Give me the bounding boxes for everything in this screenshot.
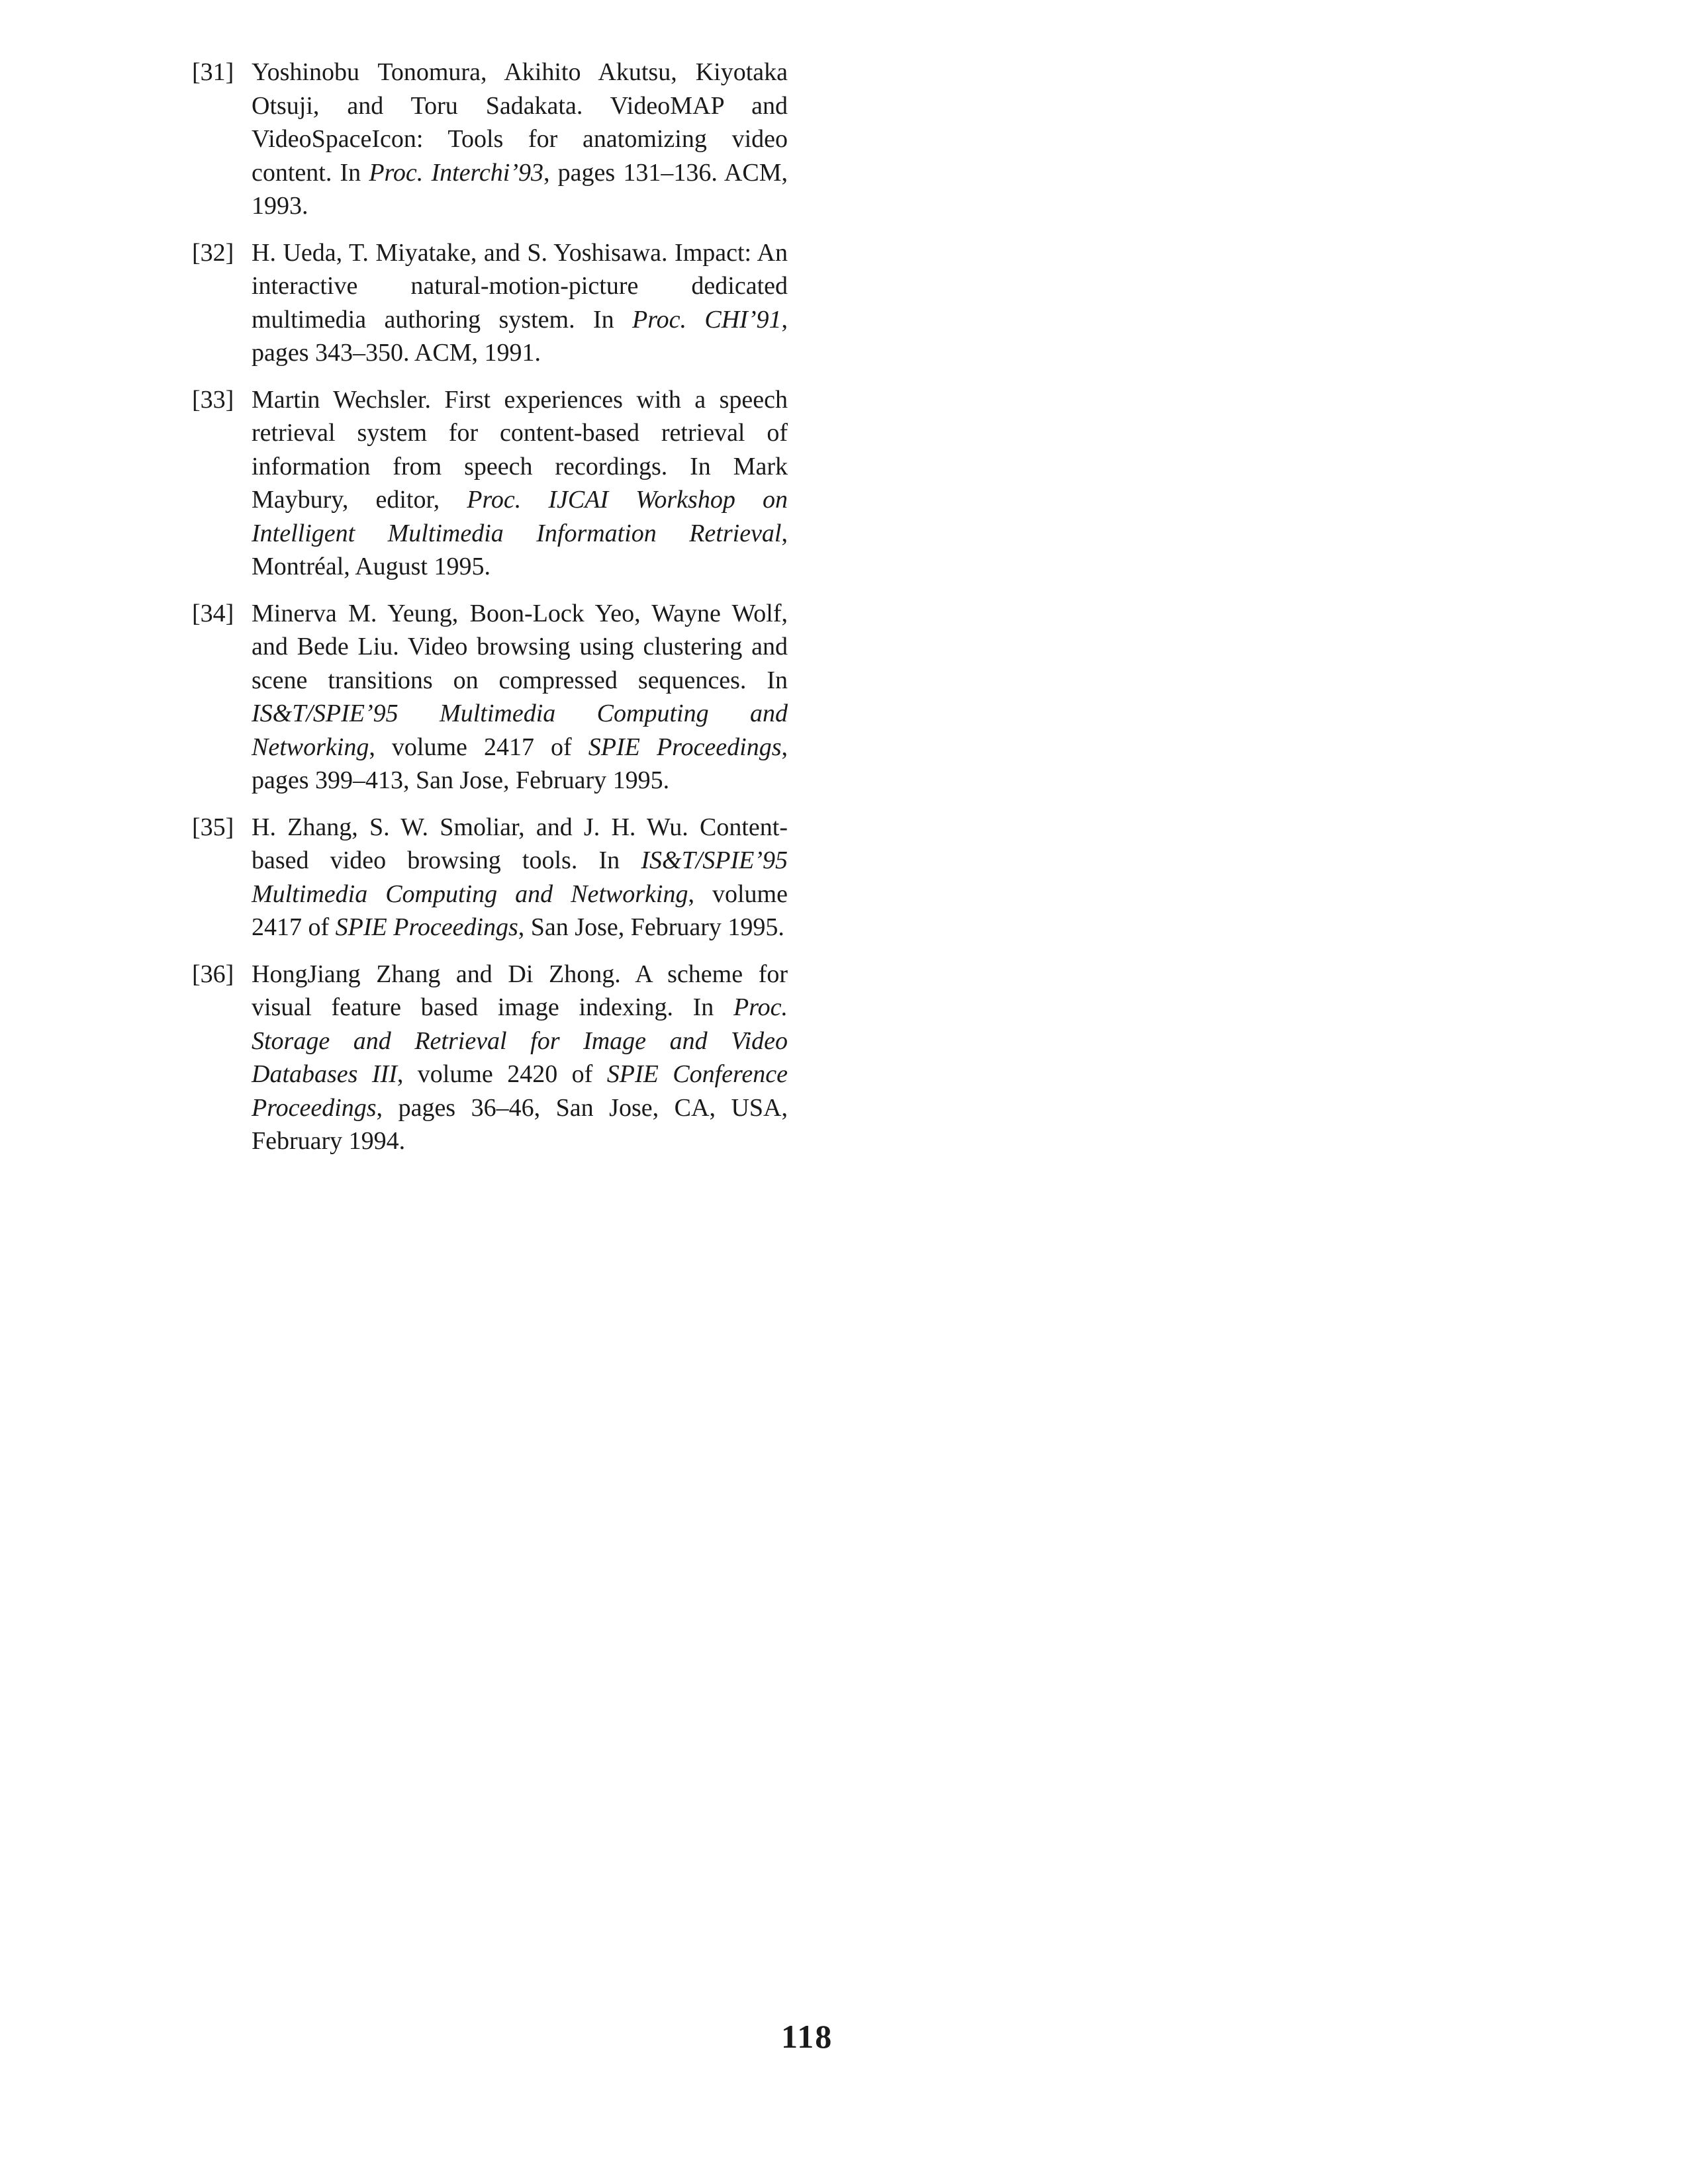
reference-item — [192, 958, 788, 1158]
reference-number: [36] — [192, 960, 234, 988]
reference-number: [31] — [192, 58, 234, 86]
reference-text: H. Zhang, S. W. Smoliar, and J. H. Wu. Content-based video browsing tools. In IS&T/SPIE’95 Multimedia Computing and Networking, volume 2417 of SPIE Proceedings, San Jose, February 1995. — [252, 813, 788, 941]
reference-list — [192, 56, 788, 1171]
reference-number: [34] — [192, 599, 234, 627]
reference-number: [32] — [192, 238, 234, 267]
reference-item — [192, 56, 788, 223]
reference-text: Martin Wechsler. First experiences with a speech retrieval system for content-based retrieval of information from speech recordings. In Mark Maybury, editor, Proc. IJCAI Workshop on Intelligent Multimedia Information Retrieval, Montréal, August 1995. — [252, 385, 788, 580]
reference-text: HongJiang Zhang and Di Zhong. A scheme for visual feature based image indexing. In Proc. Storage and Retrieval for Image and Video Databases III, volume 2420 of SPIE Conference Proceedings, pages 36–46, San Jose, CA, USA, February 1994. — [252, 960, 788, 1155]
reference-number: [33] — [192, 385, 234, 414]
reference-item — [192, 236, 788, 370]
reference-text: Yoshinobu Tonomura, Akihito Akutsu, Kiyotaka Otsuji, and Toru Sadakata. VideoMAP and VideoSpaceIcon: Tools for anatomizing video content. In Proc. Interchi’93, pages 131–136. ACM, 1993. — [252, 58, 788, 220]
reference-item — [192, 597, 788, 797]
reference-item — [192, 383, 788, 584]
page-number: 118 — [781, 2018, 833, 2055]
reference-number: [35] — [192, 813, 234, 841]
reference-text: Minerva M. Yeung, Boon-Lock Yeo, Wayne Wolf, and Bede Liu. Video browsing using clustering and scene transitions on compressed sequences. In IS&T/SPIE’95 Multimedia Computing and Networking, volume 2417 of SPIE Proceedings, pages 399–413, San Jose, February 1995. — [252, 599, 788, 794]
reference-item — [192, 811, 788, 944]
reference-text: H. Ueda, T. Miyatake, and S. Yoshisawa. Impact: An interactive natural-motion-picture dedicated multimedia authoring system. In Proc. CHI’91, pages 343–350. ACM, 1991. — [252, 238, 788, 367]
